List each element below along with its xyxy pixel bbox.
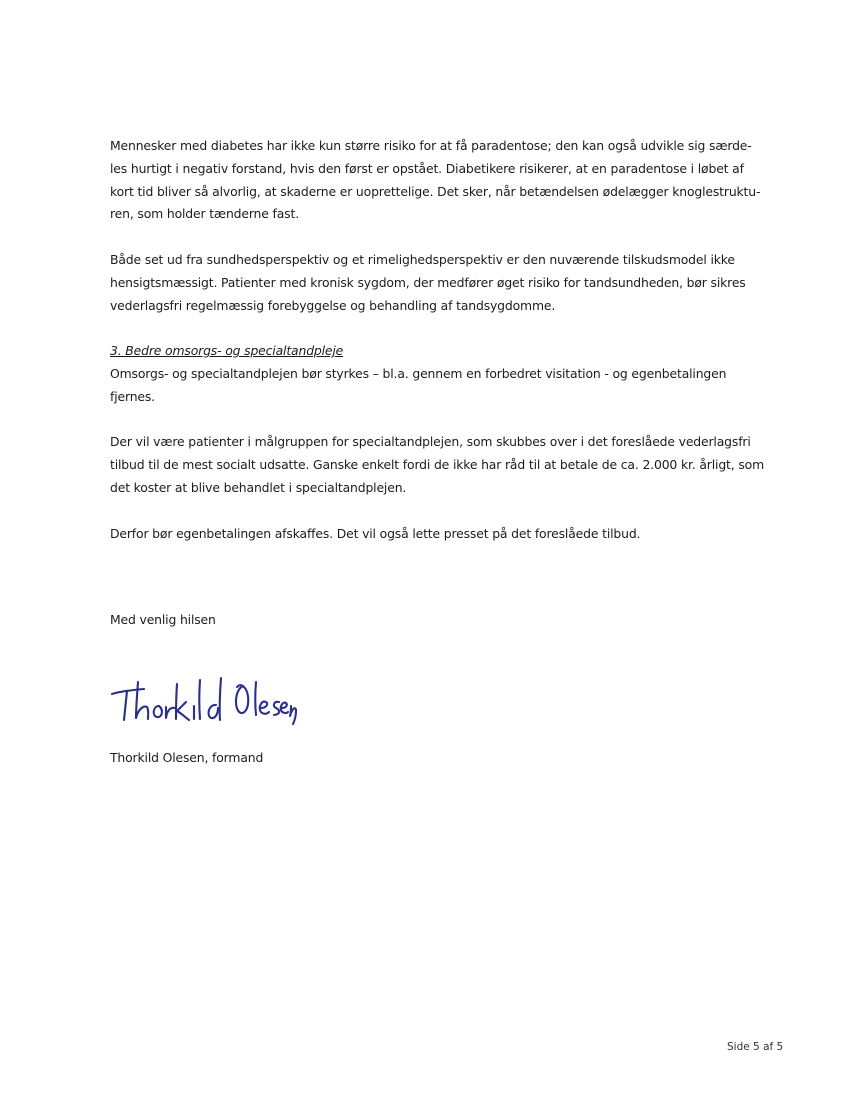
section-3 — [110, 340, 750, 408]
section-heading: 3. Bedre omsorgs- og specialtandpleje — [110, 343, 344, 359]
signer-name: Thorkild Olesen, formand — [110, 750, 264, 765]
text-line: Der vil være patienter i målgruppen for specialtandplejen, som skubbes over i det foreslåede vederlagsfri — [110, 434, 751, 450]
text-line: det koster at blive behandlet i specialtandplejen. — [110, 479, 407, 495]
text-line: vederlagsfri regelmæssig forebyggelse og behandling af tandsygdomme. — [110, 297, 556, 313]
page-number: Side 5 af 5 — [727, 1041, 784, 1053]
letter-body — [110, 135, 764, 568]
text-line: les hurtigt i negativ forstand, hvis den først er opstået. Diabetikere risikerer, at en paradentose i løbet af — [110, 160, 744, 176]
closing-greeting: Med venlig hilsen — [110, 612, 216, 627]
paragraph-conclusion — [110, 523, 750, 546]
text-line: ren, som holder tænderne fast. — [110, 206, 299, 222]
text-line: hensigtsmæssigt. Patienter med kronisk sygdom, der medfører øget risiko for tandsundheden, bør sikres — [110, 274, 746, 290]
text-line: Mennesker med diabetes har ikke kun større risiko for at få paradentose; den kan også udvikle sig særde- — [110, 138, 752, 153]
text-line: fjernes. — [110, 388, 155, 404]
text-line: Både set ud fra sundhedsperspektiv og et rimelighedsperspektiv er den nuværende tilskudsmodel ikke — [110, 251, 735, 267]
paragraph-target-group — [110, 431, 764, 499]
text-line: kort tid bliver så alvorlig, at skaderne er uoprettelige. Det sker, når betændelsen ødelægger knoglestruktu- — [110, 183, 761, 199]
handwritten-signature — [108, 668, 298, 730]
text-line: tilbud til de mest socialt udsatte. Ganske enkelt fordi de ikke har råd til at betale de ca. 2.000 kr. årligt, som — [110, 457, 764, 473]
paragraph-subsidy-model — [110, 249, 750, 317]
paragraph-diabetes — [110, 135, 761, 226]
text-line: Omsorgs- og specialtandplejen bør styrkes – bl.a. gennem en forbedret visitation - og egenbetalingen — [110, 365, 727, 381]
text-line: Derfor bør egenbetalingen afskaffes. Det vil også lette presset på det foreslåede tilbud. — [110, 525, 641, 541]
